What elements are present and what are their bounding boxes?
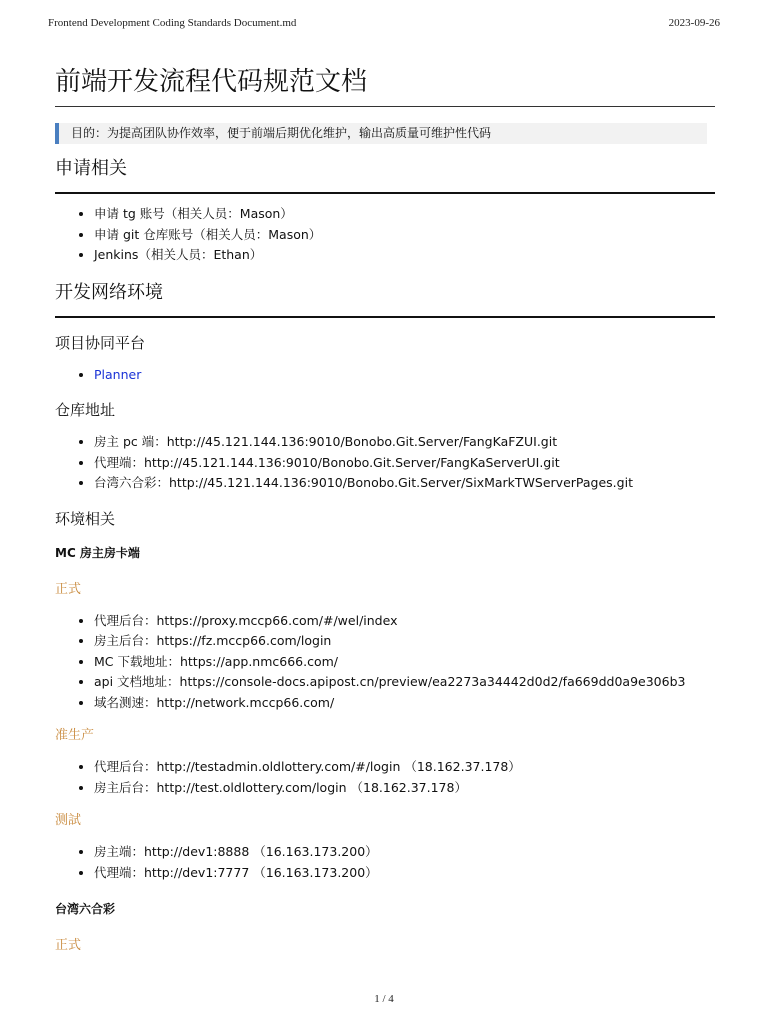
list-item: • 代理后台：http://testadmin.oldlottery.com/#/login （18.162.37.178）	[94, 757, 715, 778]
list-item: • MC 下载地址：https://app.nmc666.com/	[94, 652, 715, 673]
document-date: 2023-09-26	[668, 17, 720, 29]
section-heading-network-env: 开发网络环境	[55, 280, 715, 318]
list-item: • 台湾六合彩：http://45.121.144.136:9010/Bonobo.Git.Server/SixMarkTWServerPages.git	[94, 473, 715, 494]
section-heading-apply: 申请相关	[55, 156, 715, 194]
document-filename: Frontend Development Coding Standards Document.md	[48, 17, 297, 29]
mc-test-list	[55, 842, 715, 883]
list-item: • 代理后台：https://proxy.mccp66.com/#/wel/index	[94, 611, 715, 632]
page-title: 前端开发流程代码规范文档	[55, 64, 715, 107]
subheading-repo: 仓库地址	[55, 401, 116, 419]
list-item	[94, 365, 715, 386]
subheading-tw-prod: 正式	[55, 938, 82, 953]
planner-link[interactable]: Planner	[94, 366, 142, 382]
subheading-platform: 项目协同平台	[55, 333, 146, 352]
list-item: • 房主端：http://dev1:8888 （16.163.173.200）	[94, 842, 715, 863]
subheading-mc-staging: 准生产	[55, 728, 95, 743]
list-item: • 房主 pc 端：http://45.121.144.136:9010/Bonobo.Git.Server/FangKaFZUI.git	[94, 432, 715, 453]
subheading-env: 环境相关	[55, 509, 116, 528]
apply-list	[55, 204, 715, 266]
list-item: • 房主后台：https://fz.mccp66.com/login	[94, 631, 715, 652]
subheading-tw: 台湾六合彩	[55, 902, 116, 916]
list-item: • 申请 git 仓库账号（相关人员：Mason）	[94, 225, 715, 246]
list-item: • 域名测速：http://network.mccp66.com/	[94, 693, 715, 714]
list-item: • 代理端：http://45.121.144.136:9010/Bonobo.Git.Server/FangKaServerUI.git	[94, 453, 715, 474]
list-item: • Jenkins（相关人员：Ethan）	[94, 245, 715, 266]
repo-list	[55, 432, 715, 494]
subheading-mc: MC 房主房卡端	[55, 545, 140, 560]
list-item: • 房主后台：http://test.oldlottery.com/login （18.162.37.178）	[94, 778, 715, 799]
purpose-blockquote: 目的：为提高团队协作效率，便于前端后期优化维护，输出高质量可维护性代码	[55, 123, 707, 144]
mc-prod-list	[55, 611, 715, 714]
platform-list	[55, 365, 715, 386]
list-item: • 申请 tg 账号（相关人员：Mason）	[94, 204, 715, 225]
document-content	[55, 64, 715, 955]
subheading-mc-test: 测試	[55, 813, 82, 828]
list-item: • 代理端：http://dev1:7777 （16.163.173.200）	[94, 863, 715, 884]
list-item: • api 文档地址：https://console-docs.apipost.cn/preview/ea2273a34442d0d2/fa669dd0a9e306b3	[94, 672, 715, 693]
mc-staging-list	[55, 757, 715, 798]
subheading-mc-prod: 正式	[55, 581, 82, 597]
page-number: 1 / 4	[374, 993, 394, 1005]
